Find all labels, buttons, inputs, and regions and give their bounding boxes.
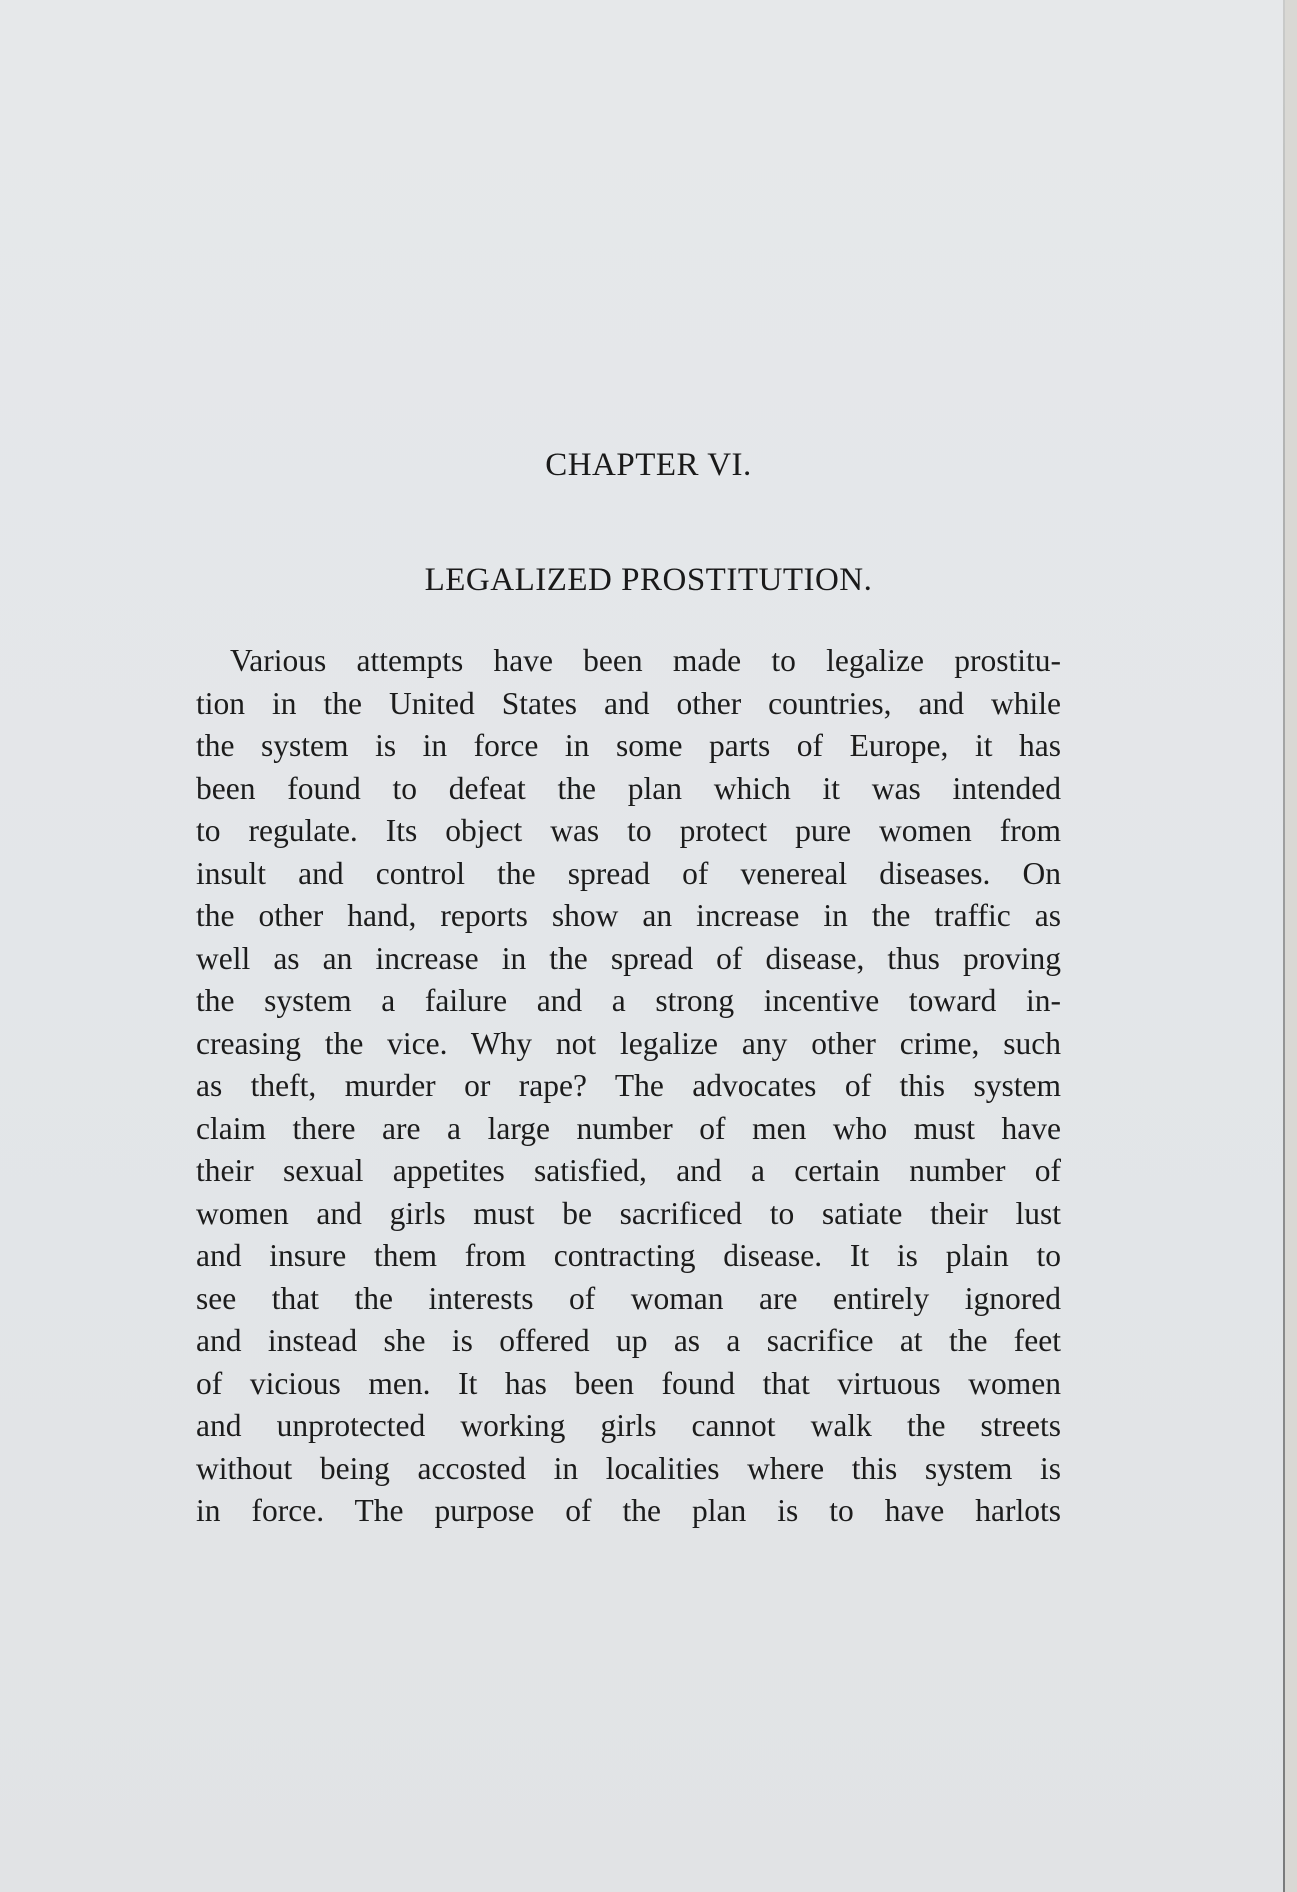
text-line: Various attempts have been made to legalize prostitu-: [230, 643, 1061, 678]
text-line: been found to defeat the plan which it was intended: [196, 770, 1061, 806]
text-line: in force. The purpose of the plan is to have harlots: [196, 1493, 1061, 1528]
text-line: and instead she is offered up as a sacrifice at the feet: [196, 1323, 1061, 1358]
text-line: the other hand, reports show an increase in the traffic as: [196, 898, 1061, 933]
text-line: the system is in force in some parts of Europe, it has: [196, 728, 1061, 763]
text-line: to regulate. Its object was to protect pure women from: [196, 813, 1061, 848]
text-line: women and girls must be sacrificed to satiate their lust: [196, 1195, 1061, 1231]
text-line: see that the interests of woman are entirely ignored: [196, 1280, 1061, 1316]
chapter-heading: CHAPTER VI.: [545, 447, 752, 483]
body-paragraph: [196, 640, 1061, 1533]
text-line: of vicious men. It has been found that virtuous women: [196, 1365, 1061, 1401]
chapter-title: LEGALIZED PROSTITUTION.: [424, 562, 873, 598]
text-line: tion in the United States and other countries, and while: [196, 685, 1061, 721]
text-line: well as an increase in the spread of disease, thus proving: [196, 940, 1061, 976]
text-line: as theft, murder or rape? The advocates of this system: [196, 1068, 1061, 1103]
text-line: and insure them from contracting disease. It is plain to: [196, 1238, 1061, 1273]
text-line: and unprotected working girls cannot walk the streets: [196, 1408, 1061, 1443]
text-line: claim there are a large number of men who must have: [196, 1110, 1061, 1146]
page-margin: [1285, 0, 1297, 1892]
text-line: their sexual appetites satisfied, and a certain number of: [196, 1153, 1061, 1188]
text-line: creasing the vice. Why not legalize any other crime, such: [196, 1025, 1061, 1061]
text-line: insult and control the spread of venereal diseases. On: [196, 855, 1061, 891]
text-line: without being accosted in localities where this system is: [196, 1450, 1061, 1486]
text-line: the system a failure and a strong incentive toward in-: [196, 983, 1061, 1018]
